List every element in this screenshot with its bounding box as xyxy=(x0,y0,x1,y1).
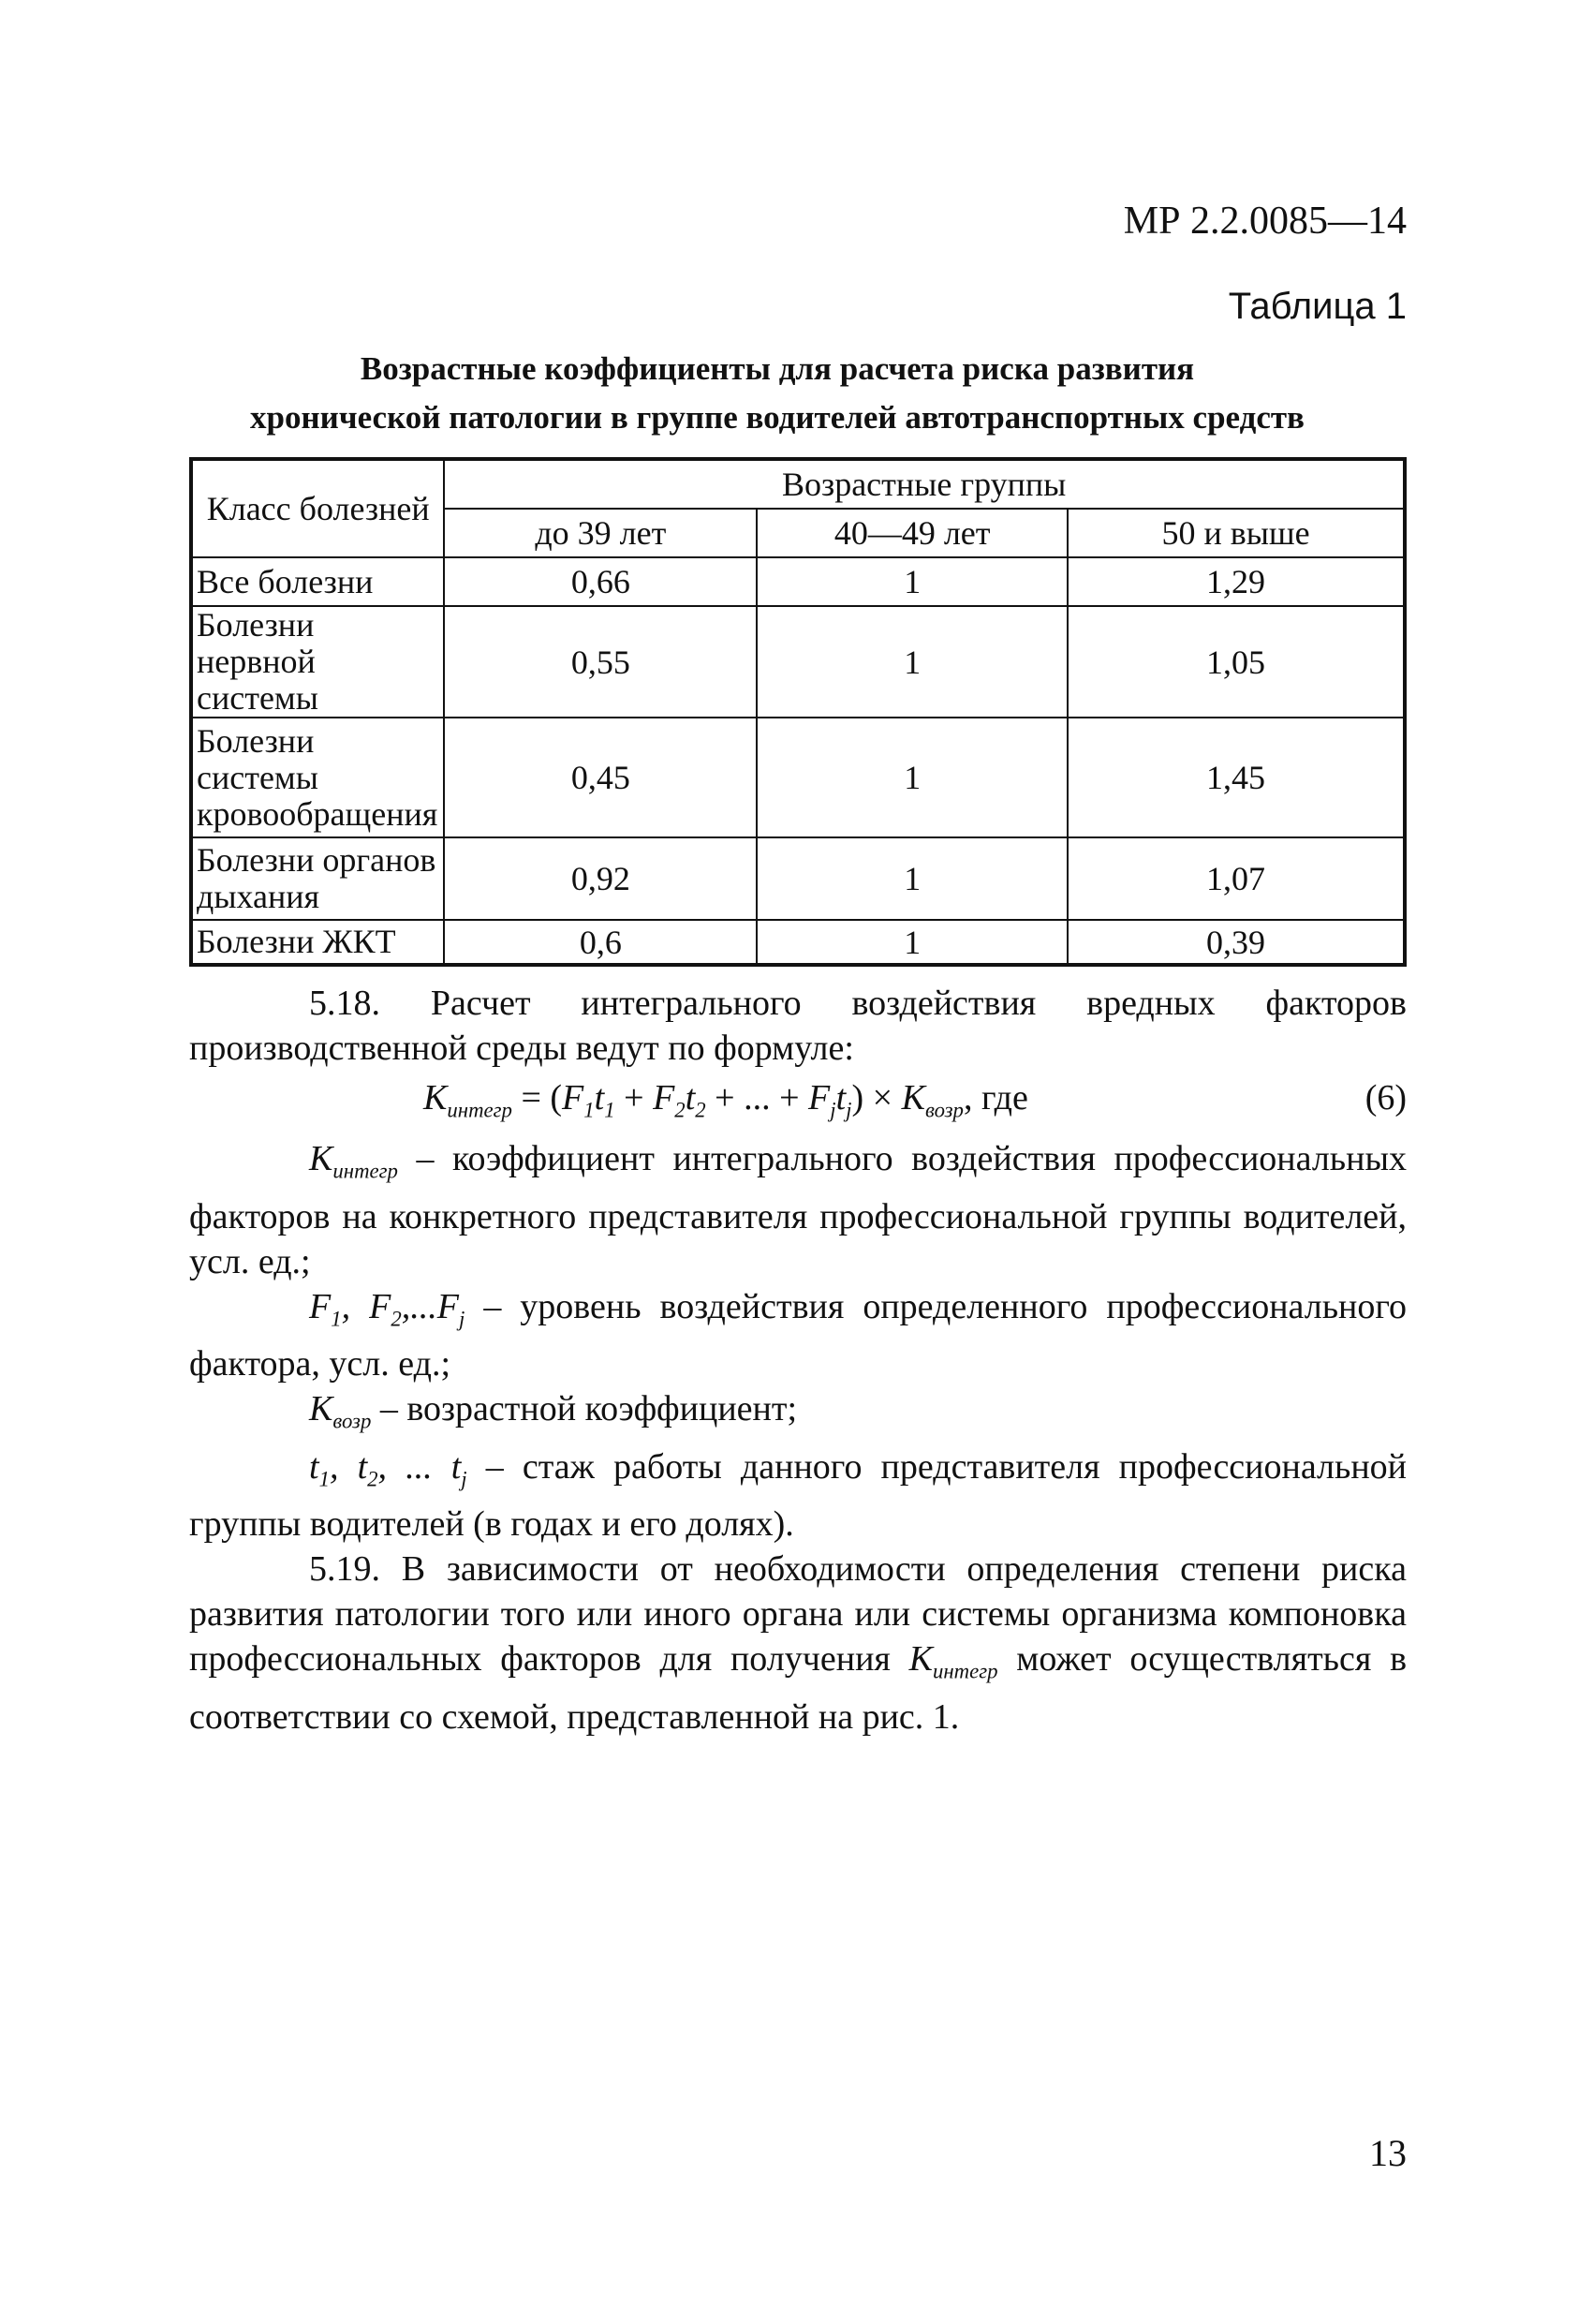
row-label: Болезни нервной системы xyxy=(191,606,444,718)
cell-value: 0,6 xyxy=(444,920,757,965)
cell-value: 0,55 xyxy=(444,606,757,718)
table-label: Таблица 1 xyxy=(1228,286,1407,327)
page-number: 13 xyxy=(1369,2132,1407,2174)
subheader-age: 50 и выше xyxy=(1068,509,1405,557)
table-row xyxy=(191,606,1405,718)
definition-f: $F_1$, $F_2,...F_j$ – уровень воздействия определенного профессионального фактора, усл. ед.; xyxy=(189,1286,1408,1384)
definitions xyxy=(189,1136,1407,1739)
row-label: Болезни ЖКТ xyxy=(191,920,444,965)
table-row xyxy=(191,718,1405,837)
cell-value: 1,29 xyxy=(1068,557,1405,606)
table-title xyxy=(140,345,1414,442)
row-label: Болезни органов дыхания xyxy=(191,837,444,920)
cell-value: 1 xyxy=(757,837,1068,920)
table-title-line: хронической патологии в группе водителей автотранспортных средств xyxy=(250,399,1305,436)
table-row xyxy=(191,837,1405,920)
definition-k-integr: $K_{интегр}$ – коэффициент интегрального воздействия профессиональных факторов на конкретного представителя профессиональной группы водителей, усл. ед.; xyxy=(189,1139,1407,1281)
definition-k-vozr: $K_{возр}$ – возрастной коэффициент; xyxy=(309,1389,798,1433)
cell-value: 0,92 xyxy=(444,837,757,920)
subheader-age: до 39 лет xyxy=(444,509,757,557)
section-5-18 xyxy=(189,981,1407,1071)
row-label: Все болезни xyxy=(191,557,444,606)
table-title-line: Возрастные коэффициенты для расчета риска развития xyxy=(360,350,1195,387)
table-row xyxy=(191,920,1405,965)
column-header-class: Класс болезней xyxy=(191,459,444,557)
coefficients-table xyxy=(189,457,1407,967)
cell-value: 1 xyxy=(757,557,1068,606)
definition-t: $t_1$, $t_2$, ... $t_j$ – стаж работы данного представителя профессиональной группы водителей (в годах и его долях). xyxy=(189,1446,1408,1545)
cell-value: 1,05 xyxy=(1068,606,1405,718)
cell-value: 1 xyxy=(757,718,1068,837)
table-row xyxy=(191,557,1405,606)
cell-value: 0,45 xyxy=(444,718,757,837)
document-code: МР 2.2.0085—14 xyxy=(1123,200,1407,243)
cell-value: 1 xyxy=(757,606,1068,718)
formula-expression: $K_{интегр} = (F_1t_1 + F_2t_2$ + ... + $F_jt_j) \times K_{возр}$, где xyxy=(423,1078,1028,1122)
formula-number: (6) xyxy=(1364,1078,1407,1118)
cell-value: 1 xyxy=(757,920,1068,965)
cell-value: 0,39 xyxy=(1068,920,1405,965)
cell-value: 1,07 xyxy=(1068,837,1405,920)
row-label: Болезни системы кровообращения xyxy=(191,718,444,837)
paragraph-5-19: 5.19. В зависимости от необходимости определения степени риска развития патологии того или иного органа или системы организма компоновка профессиональных факторов для получения $K_{интегр}$ может осуществляться в соответствии со схемой, представленной на рис. 1. xyxy=(189,1549,1408,1737)
paragraph-5-18: 5.18. Расчет интегрального воздействия вредных факторов производственной среды ведут по формуле: xyxy=(189,984,1407,1068)
cell-value: 1,45 xyxy=(1068,718,1405,837)
subheader-age: 40—49 лет xyxy=(757,509,1068,557)
column-header-age-groups: Возрастные группы xyxy=(444,459,1405,509)
cell-value: 0,66 xyxy=(444,557,757,606)
